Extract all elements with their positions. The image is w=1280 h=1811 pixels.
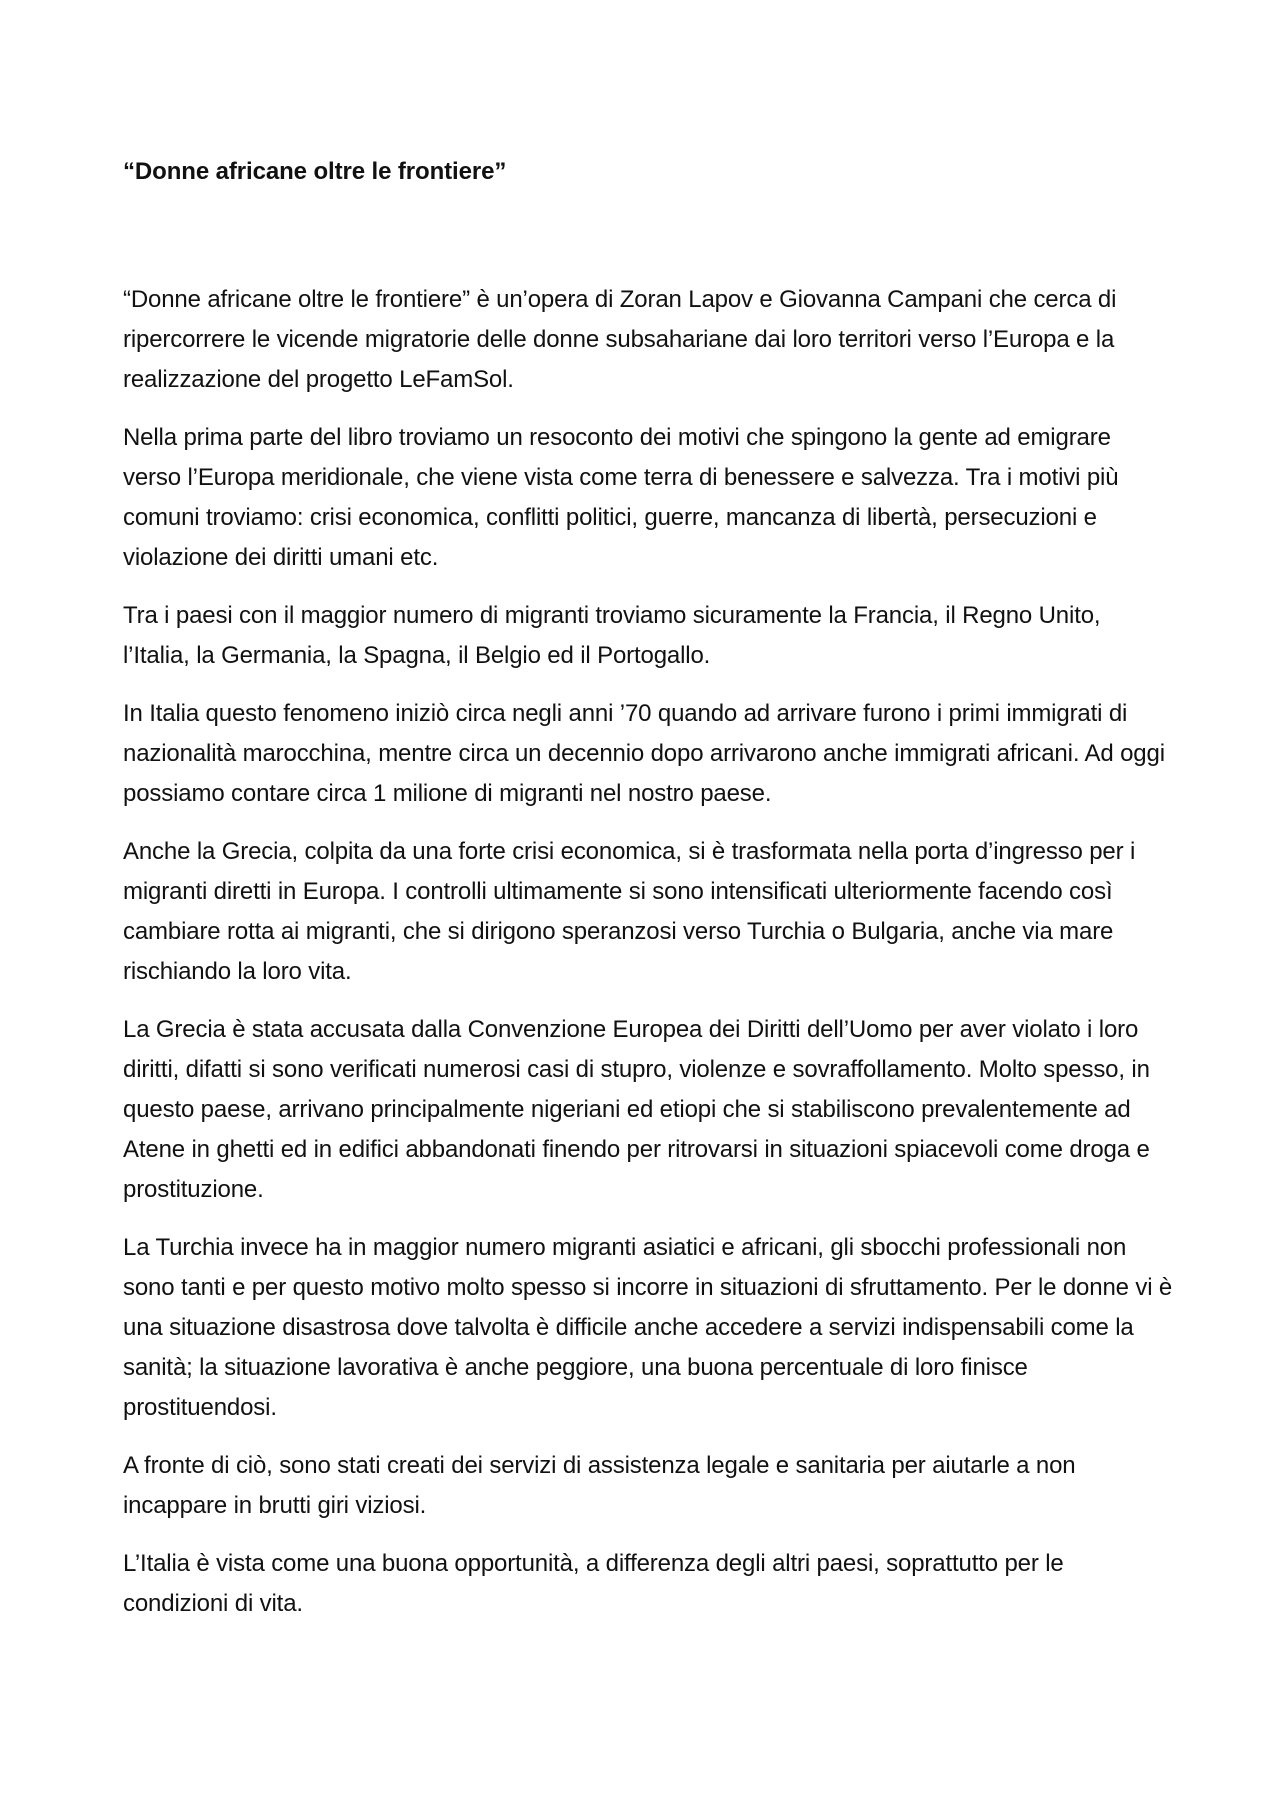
paragraph: La Turchia invece ha in maggior numero migranti asiatici e africani, gli sbocchi professionali non sono tanti e per questo motivo molto spesso si incorre in situazioni di sfruttamento. Per le donne vi è una situazione disastrosa dove talvolta è difficile anche accedere a servizi indispensabili come la sanità; la situazione lavorativa è anche peggiore, una buona percentuale di loro finisce prostituendosi. [123,1234,1173,1421]
paragraph: L’Italia è vista come una buona opportunità, a differenza degli altri paesi, soprattutto per le condizioni di vita. [123,1550,1064,1617]
paragraph: Tra i paesi con il maggior numero di migranti troviamo sicuramente la Francia, il Regno Unito, l’Italia, la Germania, la Spagna, il Belgio ed il Portogallo. [123,602,1101,669]
paragraph: In Italia questo fenomeno iniziò circa negli anni ’70 quando ad arrivare furono i primi immigrati di nazionalità marocchina, mentre circa un decennio dopo arrivarono anche immigrati africani. Ad oggi possiamo contare circa 1 milione di migranti nel nostro paese. [123,700,1165,807]
document-body [123,152,1173,1642]
paragraph: Anche la Grecia, colpita da una forte crisi economica, si è trasformata nella porta d’ingresso per i migranti diretti in Europa. I controlli ultimamente si sono intensificati ulteriormente facendo così cambiare rotta ai migranti, che si dirigono speranzosi verso Turchia o Bulgaria, anche via mare rischiando la loro vita. [123,838,1136,985]
paragraph: La Grecia è stata accusata dalla Convenzione Europea dei Diritti dell’Uomo per aver violato i loro diritti, difatti si sono verificati numerosi casi di stupro, violenze e sovraffollamento. Molto spesso, in questo paese, arrivano principalmente nigeriani ed etiopi che si stabiliscono prevalentemente ad Atene in ghetti ed in edifici abbandonati finendo per ritrovarsi in situazioni spiacevoli come droga e prostituzione. [123,1016,1150,1203]
paragraph: A fronte di ciò, sono stati creati dei servizi di assistenza legale e sanitaria per aiutarle a non incappare in brutti giri viziosi. [123,1452,1076,1519]
paragraph: Nella prima parte del libro troviamo un resoconto dei motivi che spingono la gente ad emigrare verso l’Europa meridionale, che viene vista come terra di benessere e salvezza. Tra i motivi più comuni troviamo: crisi economica, conflitti politici, guerre, mancanza di libertà, persecuzioni e violazione dei diritti umani etc. [123,424,1119,571]
paragraph: “Donne africane oltre le frontiere” è un’opera di Zoran Lapov e Giovanna Campani che cerca di ripercorrere le vicende migratorie delle donne subsahariane dai loro territori verso l’Europa e la realizzazione del progetto LeFamSol. [123,286,1117,393]
document-title: “Donne africane oltre le frontiere” [123,158,507,185]
